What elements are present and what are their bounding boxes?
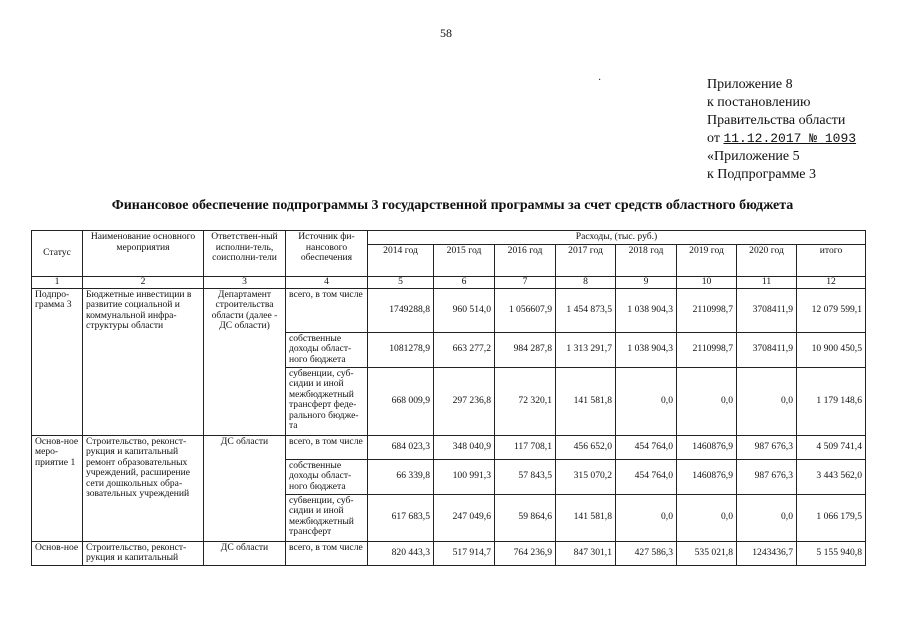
table-row xyxy=(32,435,866,459)
value-cell: 1 038 904,3 xyxy=(616,332,677,367)
event-cell: Строительство, реконст-рукция и капитальный xyxy=(83,541,204,565)
appendix-line-5: «Приложение 5 xyxy=(707,149,800,164)
column-number: 7 xyxy=(495,276,556,288)
value-cell: 247 049,6 xyxy=(434,494,495,541)
total-cell: 10 900 450,5 xyxy=(797,332,866,367)
value-cell: 456 652,0 xyxy=(556,435,616,459)
event-cell: Строительство, реконст-рукция и капитальный ремонт образовательных учреждений, расширение сети дошкольных обра-зовательных учреждений xyxy=(83,435,204,541)
column-number: 5 xyxy=(368,276,434,288)
value-cell: 1 056607,9 xyxy=(495,288,556,332)
value-cell: 0,0 xyxy=(737,367,797,435)
value-cell: 0,0 xyxy=(616,494,677,541)
source-cell: всего, в том числе xyxy=(286,288,368,332)
column-number: 12 xyxy=(797,276,866,288)
column-number: 8 xyxy=(556,276,616,288)
value-cell: 0,0 xyxy=(737,494,797,541)
appendix-line-2: к постановлению xyxy=(707,95,811,110)
value-cell: 3708411,9 xyxy=(737,332,797,367)
header-year: 2019 год xyxy=(677,244,737,276)
total-cell: 3 443 562,0 xyxy=(797,459,866,494)
header-source: Источник фи-нансового обеспечения xyxy=(286,231,368,277)
status-cell: Основ-ное xyxy=(32,541,83,565)
page-number: 58 xyxy=(440,26,452,40)
value-cell: 535 021,8 xyxy=(677,541,737,565)
column-number-row xyxy=(32,276,866,288)
executor-cell: Департамент строительства области (далее - ДС области) xyxy=(204,288,286,435)
value-cell: 117 708,1 xyxy=(495,435,556,459)
value-cell: 3708411,9 xyxy=(737,288,797,332)
value-cell: 820 443,3 xyxy=(368,541,434,565)
status-cell: Подпро-грамма 3 xyxy=(32,288,83,435)
appendix-block xyxy=(707,76,856,184)
header-year: 2018 год xyxy=(616,244,677,276)
value-cell: 1 038 904,3 xyxy=(616,288,677,332)
scan-speck: · xyxy=(598,75,602,86)
value-cell: 663 277,2 xyxy=(434,332,495,367)
value-cell: 987 676,3 xyxy=(737,459,797,494)
executor-cell: ДС области xyxy=(204,435,286,541)
value-cell: 348 040,9 xyxy=(434,435,495,459)
value-cell: 1 313 291,7 xyxy=(556,332,616,367)
value-cell: 141 581,8 xyxy=(556,494,616,541)
value-cell: 987 676,3 xyxy=(737,435,797,459)
status-cell: Основ-ное меро-приятие 1 xyxy=(32,435,83,541)
value-cell: 0,0 xyxy=(677,367,737,435)
header-year: 2017 год xyxy=(556,244,616,276)
column-number: 11 xyxy=(737,276,797,288)
value-cell: 0,0 xyxy=(616,367,677,435)
value-cell: 517 914,7 xyxy=(434,541,495,565)
value-cell: 1460876,9 xyxy=(677,435,737,459)
source-cell: субвенции, суб-сидии и иной межбюджетный трансферт xyxy=(286,494,368,541)
value-cell: 847 301,1 xyxy=(556,541,616,565)
column-number: 9 xyxy=(616,276,677,288)
value-cell: 684 023,3 xyxy=(368,435,434,459)
header-event: Наименование основного мероприятия xyxy=(83,231,204,277)
header-year: 2020 год xyxy=(737,244,797,276)
appendix-line-6: к Подпрограмме 3 xyxy=(707,167,817,182)
value-cell: 66 339,8 xyxy=(368,459,434,494)
value-cell: 454 764,0 xyxy=(616,435,677,459)
column-number: 6 xyxy=(434,276,495,288)
total-cell: 12 079 599,1 xyxy=(797,288,866,332)
value-cell: 668 009,9 xyxy=(368,367,434,435)
value-cell: 100 991,3 xyxy=(434,459,495,494)
total-cell: 5 155 940,8 xyxy=(797,541,866,565)
table-row xyxy=(32,541,866,565)
value-cell: 617 683,5 xyxy=(368,494,434,541)
value-cell: 315 070,2 xyxy=(556,459,616,494)
value-cell: 984 287,8 xyxy=(495,332,556,367)
header-total: итого xyxy=(797,244,866,276)
value-cell: 59 864,6 xyxy=(495,494,556,541)
source-cell: всего, в том числе xyxy=(286,541,368,565)
source-cell: собственные доходы област-ного бюджета xyxy=(286,459,368,494)
value-cell: 141 581,8 xyxy=(556,367,616,435)
table-row xyxy=(32,288,866,332)
value-cell: 0,0 xyxy=(677,494,737,541)
value-cell: 764 236,9 xyxy=(495,541,556,565)
appendix-line-3: Правительства области xyxy=(707,113,846,128)
event-cell: Бюджетные инвестиции в развитие социальной и коммунальной инфра-структуры области xyxy=(83,288,204,435)
financing-table xyxy=(31,230,866,566)
value-cell: 960 514,0 xyxy=(434,288,495,332)
column-number: 3 xyxy=(204,276,286,288)
column-number: 1 xyxy=(32,276,83,288)
date-prefix: от xyxy=(707,131,720,146)
header-executor: Ответствен-ный исполни-тель, соисполни-тели xyxy=(204,231,286,277)
header-expenses: Расходы, (тыс. руб.) xyxy=(368,231,866,245)
value-cell: 1 454 873,5 xyxy=(556,288,616,332)
value-cell: 427 586,3 xyxy=(616,541,677,565)
appendix-date-line xyxy=(707,130,856,148)
source-cell: субвенции, суб-сидии и иной межбюджетный трансферт феде-рального бюдже-та xyxy=(286,367,368,435)
total-cell: 1 066 179,5 xyxy=(797,494,866,541)
value-cell: 72 320,1 xyxy=(495,367,556,435)
column-number: 2 xyxy=(83,276,204,288)
date-stamp: 11.12.2017 № 1093 xyxy=(723,131,857,146)
total-cell: 4 509 741,4 xyxy=(797,435,866,459)
value-cell: 57 843,5 xyxy=(495,459,556,494)
value-cell: 1460876,9 xyxy=(677,459,737,494)
value-cell: 2110998,7 xyxy=(677,288,737,332)
value-cell: 2110998,7 xyxy=(677,332,737,367)
source-cell: всего, в том числе xyxy=(286,435,368,459)
document-title: Финансовое обеспечение подпрограммы 3 государственной программы за счет средств областного бюджета xyxy=(111,198,794,213)
executor-cell: ДС области xyxy=(204,541,286,565)
appendix-line-1: Приложение 8 xyxy=(707,77,793,92)
header-year: 2016 год xyxy=(495,244,556,276)
header-year: 2014 год xyxy=(368,244,434,276)
column-number: 4 xyxy=(286,276,368,288)
value-cell: 297 236,8 xyxy=(434,367,495,435)
value-cell: 1749288,8 xyxy=(368,288,434,332)
header-year: 2015 год xyxy=(434,244,495,276)
value-cell: 1081278,9 xyxy=(368,332,434,367)
total-cell: 1 179 148,6 xyxy=(797,367,866,435)
value-cell: 454 764,0 xyxy=(616,459,677,494)
column-number: 10 xyxy=(677,276,737,288)
header-status: Статус xyxy=(32,231,83,277)
value-cell: 1243436,7 xyxy=(737,541,797,565)
source-cell: собственные доходы област-ного бюджета xyxy=(286,332,368,367)
